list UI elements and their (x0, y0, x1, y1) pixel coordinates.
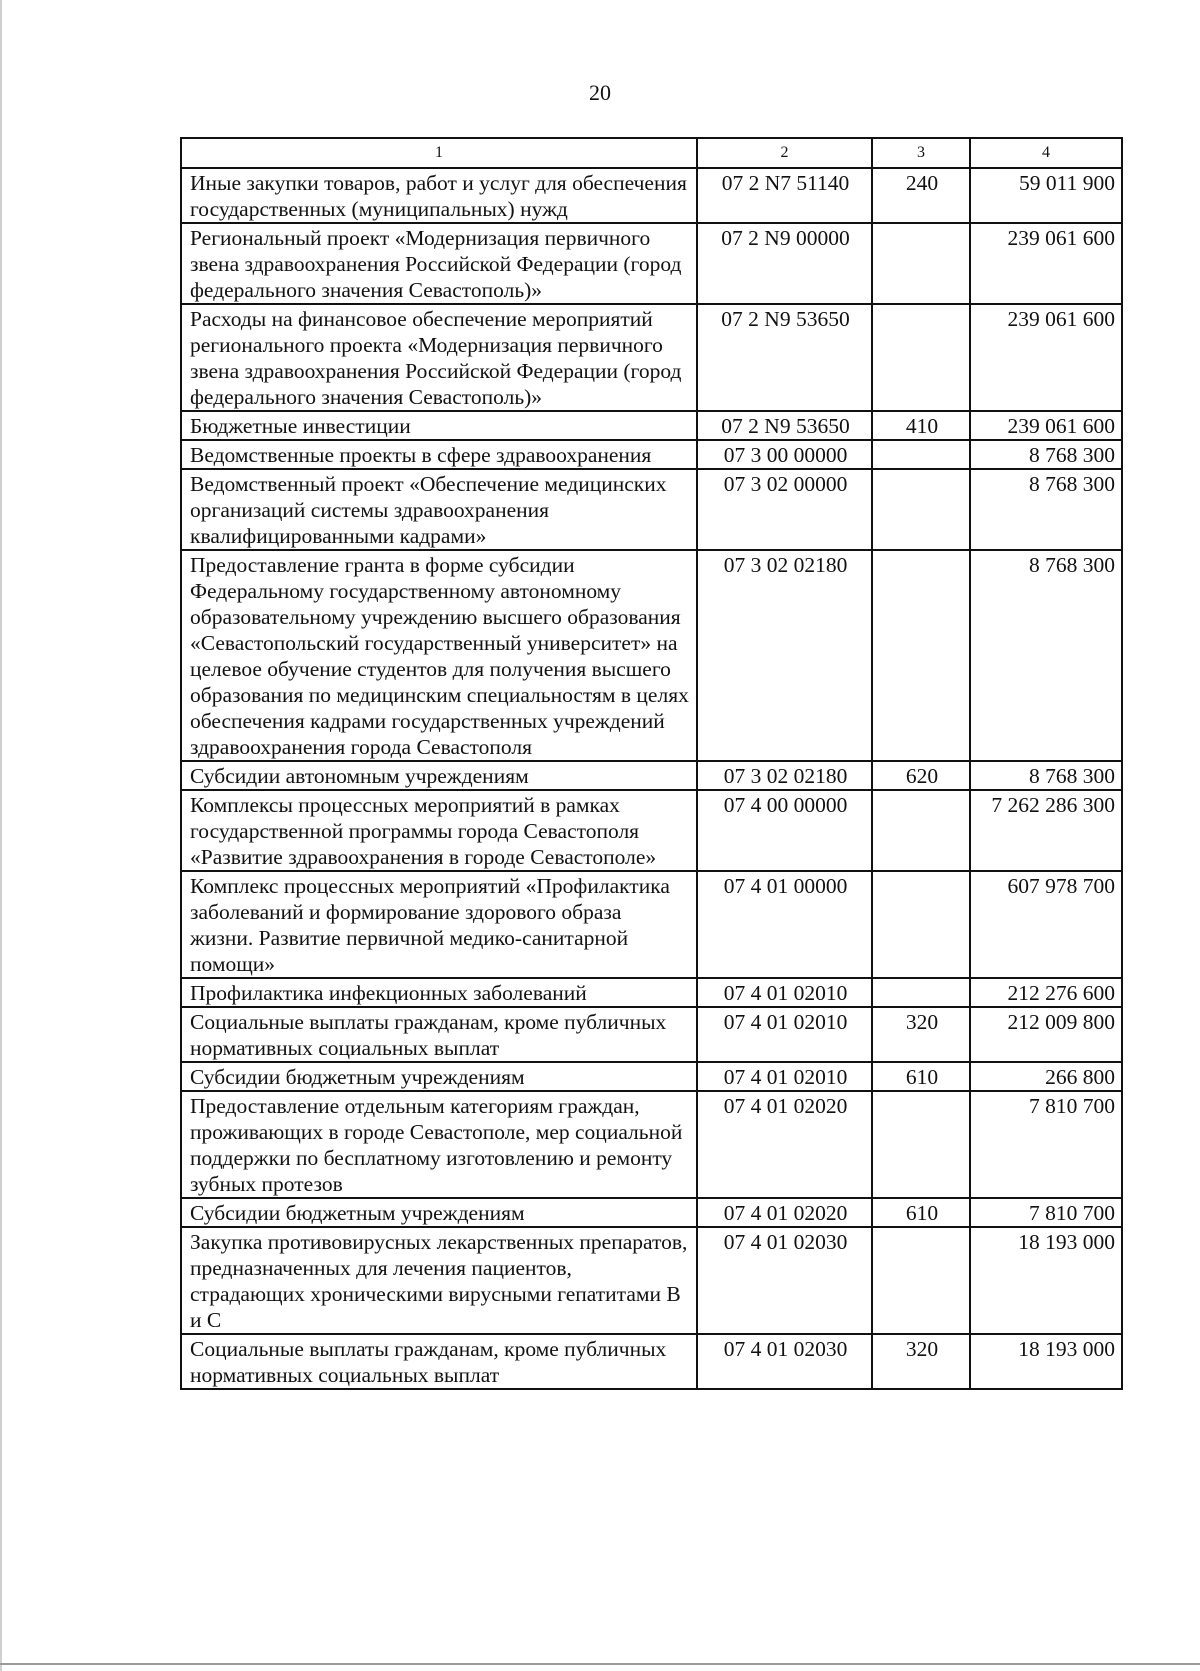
column-header-4: 4 (970, 138, 1122, 168)
row-kind-cell (872, 469, 970, 550)
row-code-cell: 07 4 01 02030 (697, 1227, 872, 1334)
row-name-cell: Иные закупки товаров, работ и услуг для обеспечения государственных (муниципальных) нужд (181, 168, 697, 223)
row-amount-cell: 239 061 600 (970, 304, 1122, 411)
row-kind-cell (872, 550, 970, 761)
row-amount-cell: 607 978 700 (970, 871, 1122, 978)
row-code-cell: 07 3 02 02180 (697, 761, 872, 790)
row-kind-cell (872, 1091, 970, 1198)
row-amount-cell: 8 768 300 (970, 440, 1122, 469)
table-row (181, 550, 1122, 761)
table-row (181, 978, 1122, 1007)
row-name-cell: Ведомственные проекты в сфере здравоохранения (181, 440, 697, 469)
scan-edge-left (0, 0, 2, 1671)
table-row (181, 1091, 1122, 1198)
row-kind-cell (872, 790, 970, 871)
row-amount-cell: 266 800 (970, 1062, 1122, 1091)
row-code-cell: 07 2 N7 51140 (697, 168, 872, 223)
row-name-cell: Региональный проект «Модернизация первичного звена здравоохранения Российской Федерации (город федерального значения Севастополь)» (181, 223, 697, 304)
page-number: 20 (589, 80, 611, 105)
row-name-cell: Социальные выплаты гражданам, кроме публичных нормативных социальных выплат (181, 1334, 697, 1389)
row-code-cell: 07 4 01 02020 (697, 1198, 872, 1227)
row-amount-cell: 7 810 700 (970, 1198, 1122, 1227)
row-kind-cell: 620 (872, 761, 970, 790)
row-amount-cell: 212 009 800 (970, 1007, 1122, 1062)
row-amount-cell: 18 193 000 (970, 1227, 1122, 1334)
row-amount-cell: 8 768 300 (970, 469, 1122, 550)
table-body (181, 168, 1122, 1389)
row-amount-cell: 239 061 600 (970, 223, 1122, 304)
column-header-2: 2 (697, 138, 872, 168)
row-code-cell: 07 2 N9 00000 (697, 223, 872, 304)
row-kind-cell: 240 (872, 168, 970, 223)
row-kind-cell (872, 440, 970, 469)
row-amount-cell: 212 276 600 (970, 978, 1122, 1007)
table-row (181, 1334, 1122, 1389)
row-amount-cell: 18 193 000 (970, 1334, 1122, 1389)
scan-edge-bottom (0, 1663, 1200, 1665)
table-row (181, 411, 1122, 440)
row-code-cell: 07 2 N9 53650 (697, 304, 872, 411)
table-row (181, 1007, 1122, 1062)
row-kind-cell: 320 (872, 1007, 970, 1062)
row-code-cell: 07 4 00 00000 (697, 790, 872, 871)
table-row (181, 1062, 1122, 1091)
row-kind-cell (872, 304, 970, 411)
row-amount-cell: 8 768 300 (970, 550, 1122, 761)
row-name-cell: Предоставление отдельным категориям граждан, проживающих в городе Севастополе, мер социальной поддержки по бесплатному изготовлению и ремонту зубных протезов (181, 1091, 697, 1198)
row-kind-cell: 410 (872, 411, 970, 440)
row-kind-cell: 610 (872, 1062, 970, 1091)
row-kind-cell (872, 871, 970, 978)
row-code-cell: 07 4 01 00000 (697, 871, 872, 978)
row-name-cell: Бюджетные инвестиции (181, 411, 697, 440)
row-code-cell: 07 4 01 02010 (697, 1062, 872, 1091)
row-kind-cell (872, 223, 970, 304)
column-header-1: 1 (181, 138, 697, 168)
row-name-cell: Социальные выплаты гражданам, кроме публичных нормативных социальных выплат (181, 1007, 697, 1062)
table-row (181, 1227, 1122, 1334)
row-name-cell: Профилактика инфекционных заболеваний (181, 978, 697, 1007)
row-amount-cell: 7 810 700 (970, 1091, 1122, 1198)
table-row (181, 223, 1122, 304)
row-amount-cell: 7 262 286 300 (970, 790, 1122, 871)
row-code-cell: 07 4 01 02010 (697, 1007, 872, 1062)
row-code-cell: 07 2 N9 53650 (697, 411, 872, 440)
row-code-cell: 07 4 01 02020 (697, 1091, 872, 1198)
row-name-cell: Субсидии автономным учреждениям (181, 761, 697, 790)
table-row (181, 761, 1122, 790)
row-code-cell: 07 3 00 00000 (697, 440, 872, 469)
column-header-3: 3 (872, 138, 970, 168)
budget-table (180, 137, 1123, 1390)
row-kind-cell: 320 (872, 1334, 970, 1389)
table-row (181, 790, 1122, 871)
row-kind-cell (872, 1227, 970, 1334)
row-name-cell: Предоставление гранта в форме субсидии Федеральному государственному автономному образовательному учреждению высшего образования «Севастопольский государственный университет» на целевое обучение студентов для получения высшего образования по медицинским специальностям в целях обеспечения кадрами государственных учреждений здравоохранения города Севастополя (181, 550, 697, 761)
row-name-cell: Ведомственный проект «Обеспечение медицинских организаций системы здравоохранения квалифицированными кадрами» (181, 469, 697, 550)
table-row (181, 1198, 1122, 1227)
row-amount-cell: 8 768 300 (970, 761, 1122, 790)
row-code-cell: 07 4 01 02030 (697, 1334, 872, 1389)
table-row (181, 440, 1122, 469)
table-row (181, 469, 1122, 550)
row-kind-cell (872, 978, 970, 1007)
row-name-cell: Субсидии бюджетным учреждениям (181, 1062, 697, 1091)
row-kind-cell: 610 (872, 1198, 970, 1227)
row-name-cell: Субсидии бюджетным учреждениям (181, 1198, 697, 1227)
row-name-cell: Расходы на финансовое обеспечение мероприятий регионального проекта «Модернизация первичного звена здравоохранения Российской Федерации (город федерального значения Севастополь)» (181, 304, 697, 411)
row-code-cell: 07 3 02 02180 (697, 550, 872, 761)
row-code-cell: 07 4 01 02010 (697, 978, 872, 1007)
row-amount-cell: 239 061 600 (970, 411, 1122, 440)
table-header-row (181, 138, 1122, 168)
row-name-cell: Комплексы процессных мероприятий в рамках государственной программы города Севастополя «Развитие здравоохранения в городе Севастополе» (181, 790, 697, 871)
row-code-cell: 07 3 02 00000 (697, 469, 872, 550)
table-row (181, 168, 1122, 223)
row-amount-cell: 59 011 900 (970, 168, 1122, 223)
table-row (181, 871, 1122, 978)
row-name-cell: Комплекс процессных мероприятий «Профилактика заболеваний и формирование здорового образа жизни. Развитие первичной медико-санитарной помощи» (181, 871, 697, 978)
table-row (181, 304, 1122, 411)
row-name-cell: Закупка противовирусных лекарственных препаратов, предназначенных для лечения пациентов, страдающих хроническими вирусными гепатитами В и С (181, 1227, 697, 1334)
